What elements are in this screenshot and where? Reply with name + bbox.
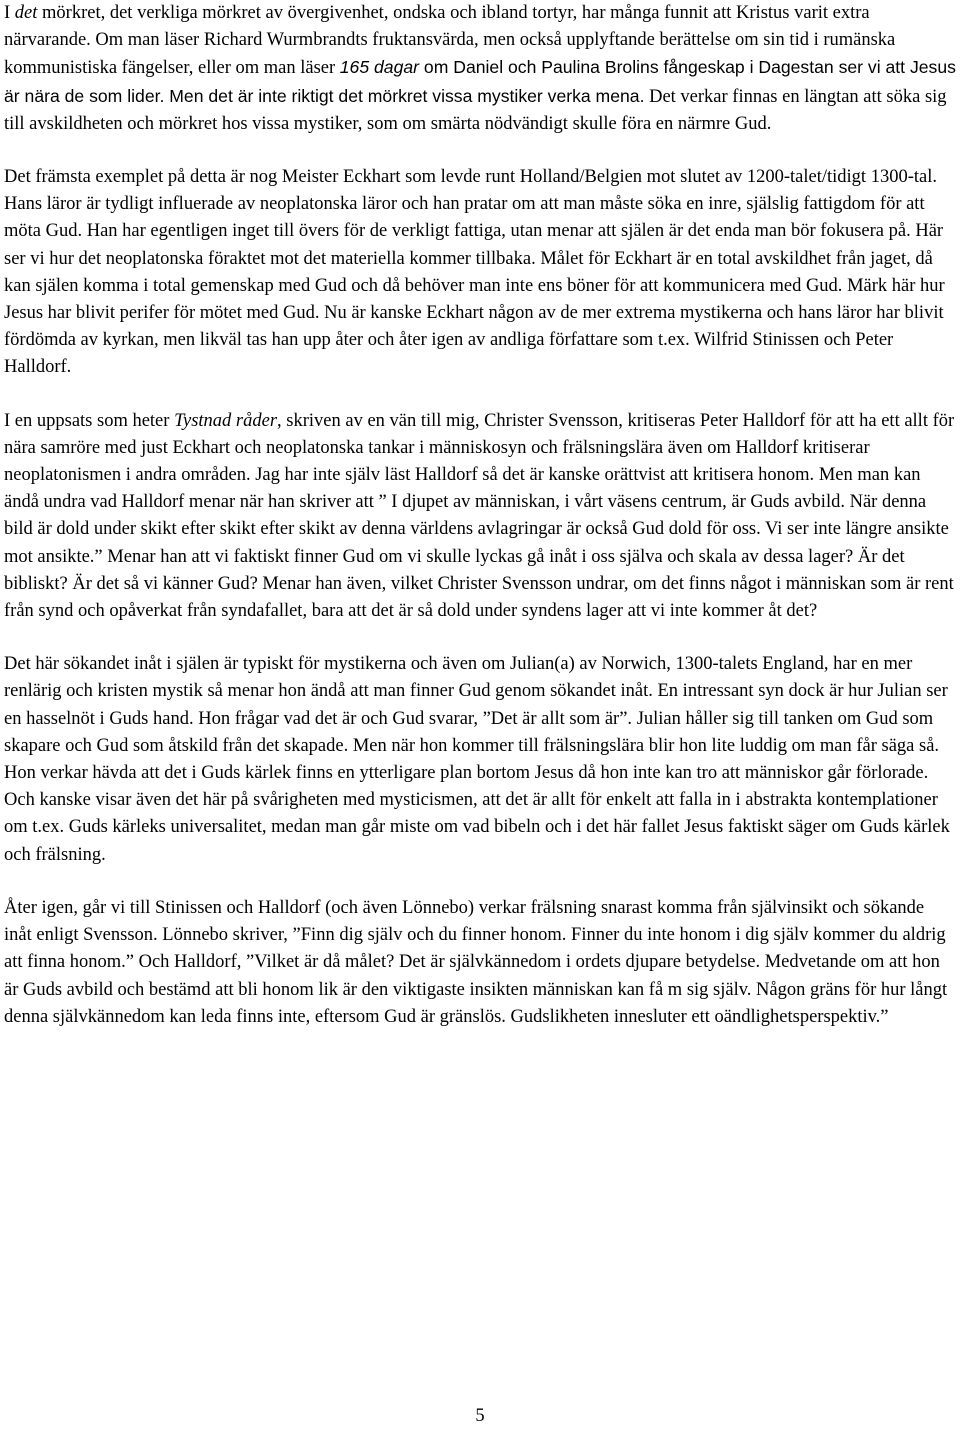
paragraph-3 [4, 408, 956, 626]
text-span: Märk här hur Jesus har blivit perifer för mötet med Gud. [4, 275, 945, 324]
text-span: Julian håller sig till tanken om Gud som skapare och Gud som åtskild från det skapade. [4, 708, 934, 756]
text-span: Menar han att vi faktiskt finner Gud om vi skulle lyckas gå inåt i oss själva och skala av dessa lager? Är det bibliskt? Är det så vi känner Gud? [4, 546, 905, 594]
text-span: Medvetande om att hon är Guds avbild och bestämd att bli honom lik är den viktigaste insikten människan kan få m sig själv. [4, 952, 940, 1000]
text-span: Lönnebo skriver, ”Finn dig själv och du finner honom. Finner du inte honom i dig själv kommer du aldrig att finna honom.” [4, 925, 946, 973]
text-span: Det här sökandet inåt i själen är typiskt för mystikerna och även om Julian(a) av Norwich, 1300-talets England, har en mer renlärig och kristen mystik så menar hon ändå att man finner Gud genom sökandet inåt. [4, 654, 913, 702]
text-span: Jag har inte själv läst Halldorf så det är kanske orättvist att kritisera honom. [250, 465, 815, 486]
text-span: Målet för Eckhart är en total avskildhet från jaget, då kan själen komma i total gemenskap med Gud och då behöver man inte ens böner för att kommunicera med Gud. [4, 248, 933, 296]
text-span: Här ser vi hur det neoplatonska föraktet mot det materiella kommer tillbaka. [4, 221, 944, 269]
paragraph-2 [4, 164, 956, 382]
text-span: , skriven av en vän till mig, Christer Svensson, kritiseras Peter Halldorf för att ha ett allt för nära samröre med just Eckhart och neoplatonska tankar i människosyn och frälsningslära även om Halldorf kritiserar neoplatonismen i andra områden. [4, 410, 955, 486]
paragraph-1 [4, 0, 956, 138]
text-span: I en uppsats som heter [4, 410, 175, 431]
text-span: Och kanske visar även det här på svårigheten med mysticismen, att det är allt för enkelt att falla in i abstrakta kontemplationer om t.ex. Guds kärleks universalitet, medan man går miste om vad bibeln och i det här fallet Jesus faktiskt säger om Guds kärlek och frälsning. [4, 790, 950, 865]
essay-title-tystnad-rader: Tystnad råder [174, 410, 278, 431]
text-span: Någon gräns för hur långt denna självkännedom kan leda finns inte, eftersom Gud är gränslös. Gudslikheten innesluter ett oändlighetsperspektiv.” [4, 979, 948, 1027]
document-page [4, 0, 956, 1430]
text-span: Nu är kanske Eckhart någon av de mer extrema mystikerna och hans läror har blivit fördömda av kyrkan, men likväl tas han upp åter och åter igen av andliga författare som t.ex. Wilfrid Stinissen och Peter Halldorf. [4, 303, 944, 378]
text-span: Men när hon kommer till frälsningslära blir hon lite luddig om man får säga så. [348, 735, 940, 756]
text-span: En intressant syn dock är hur Julian ser en hasselnöt i Guds hand. [4, 681, 948, 729]
text-span: Det verkar finnas en längtan att söka sig till avskildheten och mörkret hos vissa mystiker, som om smärta nödvändigt skulle föra en närmre Gud. [4, 86, 947, 134]
text-span: Hans läror är tydligt influerade av neoplatonska läror och han pratar om att man måste söka en inre, själslig fattigdom för att möta Gud. [4, 194, 925, 242]
paragraph-5 [4, 895, 956, 1031]
text-span: När denna bild är dold under skikt efter skikt efter skikt av denna världens avlagringar är också Gud dold för oss. [4, 492, 927, 540]
text-span: Om man läser Richard Wurmbrandts fruktansvärda, men också upplyftande berättelse om sin tid i rumänska kommunistiska fängelser, eller om man läser [4, 30, 896, 79]
text-span: Men man kan ändå undra vad Halldorf menar när han skriver att ” I djupet av människan, i vårt väsens centrum, är Guds avbild. [4, 465, 921, 513]
text-span: mörkret, det verkliga mörkret av övergivenhet, ondska och ibland tortyr, har många funnit att Kristus varit extra närvarande. [4, 3, 870, 51]
text-span: Menar han även, vilket Christer Svensson undrar, om det finns något i människan som är rent från synd och opåverkat från syndafallet, bara att det är så dold under syndens lager att vi inte kommer åt det? [4, 573, 954, 622]
emphasis-text: det [14, 3, 38, 23]
text-span: Hon frågar vad det är och Gud svarar, ”Det är allt som är”. [193, 708, 633, 729]
text-span: Han har egentligen inget till övers för de verkligt fattiga, utan menar att själen är det enda man bör fokusera på. [82, 221, 911, 242]
page-number: 5 [475, 1406, 485, 1426]
text-span: Hon verkar hävda att det i Guds kärlek finns en ytterligare plan bortom Jesus då hon inte kan tro att människor går förlorade. [4, 763, 929, 784]
text-span: Åter igen, går vi till Stinissen och Halldorf (och även Lönnebo) verkar frälsning snarast komma från självinsikt och sökande inåt enligt Svensson. [4, 897, 925, 946]
paragraph-4 [4, 651, 956, 869]
text-span: Och Halldorf, ”Vilket är då målet? Det är självkännedom i ordets djupare betydelse. [133, 952, 761, 973]
text-span: Det främsta exemplet på detta är nog Meister Eckhart som levde runt Holland/Belgien mot slutet av 1200-talet/tidigt 1300-tal. [4, 167, 937, 188]
text-span: om Daniel och Paulina Brolins fångeskap i Dagestan ser vi att Jesus är nära de som lider. Men det är inte riktigt det mörkret vissa mystiker verka mena. [4, 57, 956, 106]
book-title-165-dagar: 165 dagar [339, 57, 420, 78]
text-span: Vi ser inte längre ansikte mot ansikte.” [4, 519, 949, 567]
text-span: I [4, 3, 15, 23]
